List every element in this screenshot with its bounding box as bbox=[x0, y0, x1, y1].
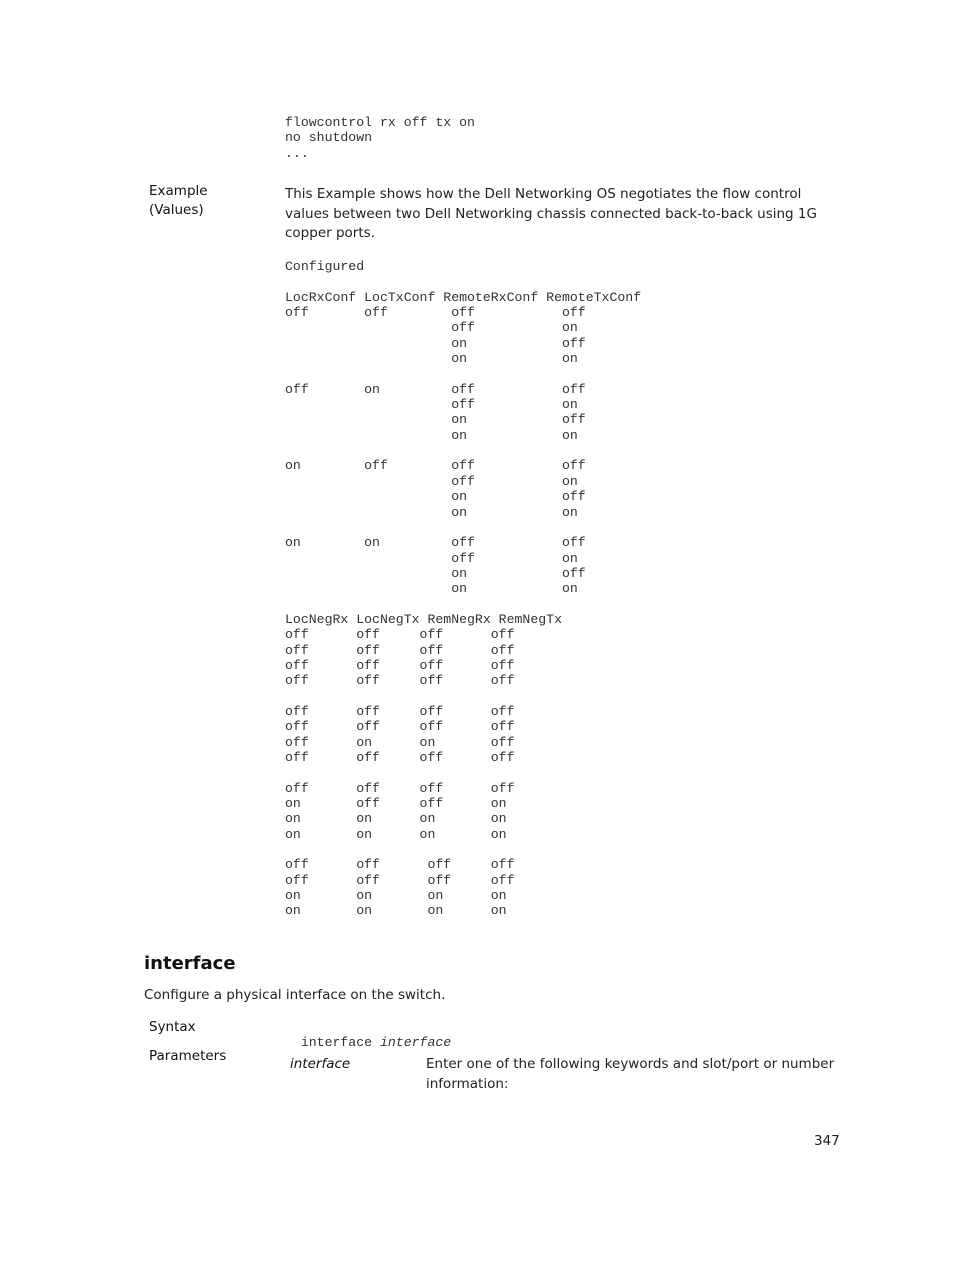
parameter-description: Enter one of the following keywords and slot/port or number information: bbox=[426, 1056, 835, 1092]
syntax-argument: interface bbox=[379, 1035, 452, 1050]
configured-code-block: Configured LocRxConf LocTxConf RemoteRxConf RemoteTxConf off off off off off on on off on on off on off off off on on off on on on off off off off on on off on on on on off off off on on off on on LocNegRx LocNegTx RemNegRx RemNegTx off off off off off off off off off off off off off off off off off off off off off off off off off on on off off off off off off off off off on off off on on on on on on on on on off off off off off off off off on on on on on on on on bbox=[285, 259, 642, 919]
example-values-label: Example (Values) bbox=[149, 183, 208, 218]
example-description: This Example shows how the Dell Networking OS negotiates the flow control values between two Dell Networking chassis connected back-to-back using 1G copper ports. bbox=[285, 186, 817, 241]
section-summary: Configure a physical interface on the switch. bbox=[144, 987, 446, 1003]
syntax-command: interface bbox=[300, 1035, 373, 1050]
parameter-name: interface bbox=[290, 1056, 351, 1072]
page-number: 347 bbox=[814, 1133, 840, 1149]
syntax-label: Syntax bbox=[149, 1019, 196, 1035]
section-heading: interface bbox=[144, 953, 236, 974]
code-block-continuation: flowcontrol rx off tx on no shutdown ... bbox=[285, 115, 475, 161]
syntax-code bbox=[285, 1019, 451, 1051]
parameters-label: Parameters bbox=[149, 1048, 227, 1064]
